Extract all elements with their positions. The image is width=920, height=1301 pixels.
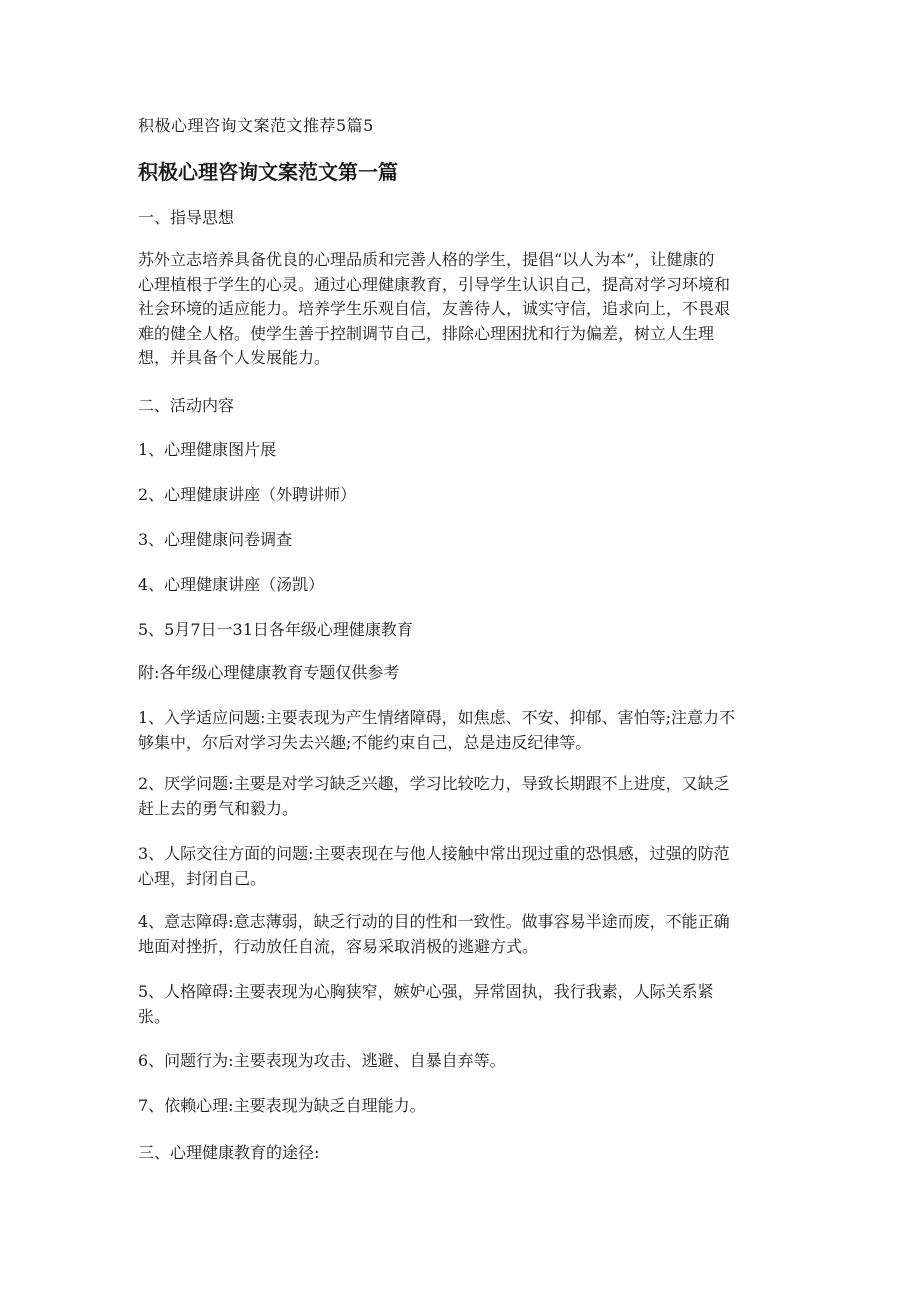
topic-item bbox=[138, 842, 778, 891]
topic-line: 1、入学适应问题:主要表现为产生情绪障碍，如焦虑、不安、抑郁、害怕等;注意力不 bbox=[138, 708, 735, 727]
topic-line: 地面对挫折，行动放任自流，容易采取消极的逃避方式。 bbox=[138, 936, 539, 956]
section-title: 积极心理咨询文案范文第一篇 bbox=[138, 160, 398, 184]
topic-line: 3、人际交往方面的问题:主要表现在与他人接触中常出现过重的恐惧感，过强的防范 bbox=[138, 844, 730, 863]
heading-education-approach: 三、心理健康教育的途径: bbox=[138, 1143, 320, 1162]
topic-line: 够集中，尔后对学习失去兴趣;不能约束自己，总是违反纪律等。 bbox=[138, 732, 592, 752]
topic-item bbox=[138, 706, 778, 755]
topic-item bbox=[138, 772, 778, 821]
topic-item bbox=[138, 910, 778, 959]
topic-line: 张。 bbox=[138, 1006, 171, 1026]
paragraph-line: 苏外立志培养具备优良的心理品质和完善人格的学生，提倡“以人为本”，让健康的 bbox=[138, 250, 715, 269]
activity-item: 4、心理健康讲座（汤凯） bbox=[138, 575, 325, 594]
topic-line: 5、人格障碍:主要表现为心胸狭窄，嫉妒心强，异常固执，我行我素，人际关系紧 bbox=[138, 982, 714, 1001]
paragraph-line: 心理植根于学生的心灵。通过心理健康教育，引导学生认识自己，提高对学习环境和 bbox=[138, 274, 731, 294]
paragraph-line: 想，并具备个人发展能力。 bbox=[138, 348, 331, 368]
appendix-label: 附:各年级心理健康教育专题仅供参考 bbox=[138, 663, 400, 682]
activity-item: 2、心理健康讲座（外聘讲师） bbox=[138, 485, 357, 504]
topic-line: 2、厌学问题:主要是对学习缺乏兴趣，学习比较吃力，导致长期跟不上进度，又缺乏 bbox=[138, 774, 730, 793]
activity-item: 5、5月7日一31日各年级心理健康教育 bbox=[138, 620, 413, 639]
paragraph-line: 社会环境的适应能力。培养学生乐观自信，友善待人，诚实守信，追求向上，不畏艰 bbox=[138, 299, 731, 319]
heading-activities: 二、活动内容 bbox=[138, 396, 235, 415]
topic-item: 6、问题行为:主要表现为攻击、逃避、自暴自弃等。 bbox=[138, 1051, 506, 1070]
topic-item bbox=[138, 980, 778, 1029]
topic-item: 7、依赖心理:主要表现为缺乏自理能力。 bbox=[138, 1096, 426, 1115]
document-title: 积极心理咨询文案范文推荐5篇5 bbox=[138, 116, 374, 135]
activity-item: 1、心理健康图片展 bbox=[138, 440, 277, 459]
paragraph-line: 难的健全人格。使学生善于控制调节自己，排除心理困扰和行为偏差，树立人生理 bbox=[138, 323, 715, 343]
topic-line: 心理，封闭自己。 bbox=[138, 868, 267, 888]
intro-paragraph bbox=[138, 248, 778, 371]
topic-line: 4、意志障碍:意志薄弱，缺乏行动的目的性和一致性。做事容易半途而废，不能正确 bbox=[138, 912, 730, 931]
activity-item: 3、心理健康问卷调查 bbox=[138, 530, 293, 549]
heading-guiding-thought: 一、指导思想 bbox=[138, 208, 235, 227]
topic-line: 赶上去的勇气和毅力。 bbox=[138, 798, 299, 818]
